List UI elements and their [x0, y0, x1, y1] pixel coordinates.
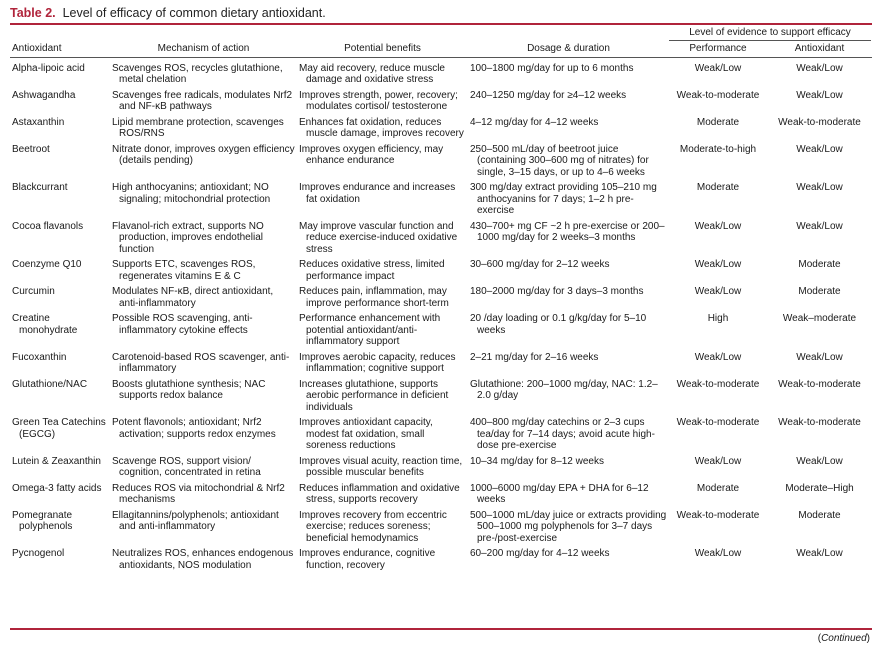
cell-benefits-text: Improves oxygen efficiency, may enhance endurance: [299, 143, 444, 166]
cell-dosage: [468, 58, 669, 88]
cell-benefits-text: Improves strength, power, recovery; modulates cortisol/ testosterone: [299, 89, 458, 112]
cell-dosage-text: 500–1000 mL/day juice or extracts providing 500–1000 mg polyphenols for 3–7 days pre-/post-exercise: [470, 509, 667, 544]
cell-antioxidant-evidence-text: Weak/Low: [796, 455, 843, 467]
cell-antioxidant-evidence-text: Moderate: [798, 259, 841, 270]
cell-benefits: [297, 377, 468, 416]
table-row: [10, 508, 872, 547]
cell-dosage: [468, 454, 669, 481]
cell-antioxidant-evidence-text: Weak/Low: [796, 220, 843, 232]
cell-mechanism: [110, 115, 297, 142]
cell-dosage: [468, 481, 669, 508]
evidence-group-header: Level of evidence to support efficacy: [689, 27, 851, 38]
antioxidant-table: [10, 42, 872, 573]
cell-antioxidant-text: Curcumin: [12, 286, 55, 297]
cell-antioxidant-evidence-text: Weak–moderate: [782, 313, 857, 324]
cell-antioxidant-evidence-text: Moderate: [798, 286, 841, 297]
cell-antioxidant: [10, 142, 110, 181]
cell-mechanism: [110, 219, 297, 258]
cell-antioxidant: [10, 257, 110, 284]
cell-mechanism: [110, 377, 297, 416]
cell-antioxidant-evidence-text: Moderate–High: [785, 482, 854, 494]
cell-benefits-text: Improves endurance, cognitive function, recovery: [299, 548, 436, 571]
cell-antioxidant-text: Astaxanthin: [12, 116, 65, 128]
cell-dosage-text: 100–1800 mg/day for up to 6 months: [470, 62, 634, 74]
cell-mechanism-text: Supports ETC, scavenges ROS, regenerates vitamins E & C: [112, 259, 256, 282]
header-row: [10, 42, 872, 58]
cell-antioxidant-evidence-text: Weak/Low: [796, 351, 843, 363]
cell-mechanism: [110, 88, 297, 115]
cell-mechanism-text: Scavenge ROS, support vision/ cognition, concentrated in retina: [112, 455, 261, 478]
cell-dosage-text: 10–34 mg/day for 8–12 weeks: [470, 455, 604, 467]
cell-antioxidant: [10, 219, 110, 258]
cell-benefits: [297, 415, 468, 454]
cell-antioxidant-text: Creatine monohydrate: [12, 313, 78, 336]
cell-dosage-text: 2–21 mg/day for 2–16 weeks: [470, 351, 599, 363]
table-row: [10, 142, 872, 181]
cell-antioxidant-evidence: [767, 481, 872, 508]
cell-benefits: [297, 350, 468, 377]
cell-mechanism-text: Scavenges ROS, recycles glutathione, metal chelation: [112, 62, 283, 85]
cell-mechanism: [110, 350, 297, 377]
cell-mechanism-text: Lipid membrane protection, scavenges ROS/RNS: [112, 116, 284, 139]
cell-performance-text: Weak/Low: [694, 455, 742, 467]
cell-dosage-text: 20 /day loading or 0.1 g/kg/day for 5–10 weeks: [470, 313, 647, 336]
table-row: [10, 350, 872, 377]
cell-benefits: [297, 219, 468, 258]
cell-dosage-text: 4–12 mg/day for 4–12 weeks: [470, 116, 599, 128]
cell-performance: [669, 350, 767, 377]
cell-performance: [669, 180, 767, 219]
cell-performance-text: High: [707, 313, 729, 324]
table-row: [10, 180, 872, 219]
cell-antioxidant-text: Lutein & Zeaxanthin: [12, 455, 101, 467]
cell-antioxidant: [10, 546, 110, 573]
cell-antioxidant-text: Blackcurrant: [12, 182, 68, 193]
table-row: [10, 257, 872, 284]
table-row: [10, 284, 872, 311]
cell-performance-text: Weak-to-moderate: [676, 417, 760, 428]
cell-benefits: [297, 454, 468, 481]
cell-antioxidant-evidence: [767, 142, 872, 181]
table-row: [10, 415, 872, 454]
cell-antioxidant-text: Alpha-lipoic acid: [12, 62, 85, 74]
cell-antioxidant-evidence: [767, 311, 872, 350]
cell-dosage: [468, 115, 669, 142]
cell-dosage-text: 300 mg/day extract providing 105–210 mg anthocyanins for 7 days; 1–2 h pre-exercise: [470, 182, 657, 216]
cell-performance-text: Weak-to-moderate: [676, 509, 760, 521]
cell-mechanism-text: Scavenges free radicals, modulates Nrf2 and NF-κB pathways: [112, 89, 293, 112]
cell-dosage: [468, 546, 669, 573]
cell-antioxidant-evidence: [767, 350, 872, 377]
cell-antioxidant: [10, 350, 110, 377]
cell-antioxidant-evidence: [767, 115, 872, 142]
cell-antioxidant: [10, 180, 110, 219]
cell-performance: [669, 546, 767, 573]
cell-benefits: [297, 180, 468, 219]
cell-antioxidant-evidence-text: Weak/Low: [796, 89, 843, 101]
cell-dosage: [468, 350, 669, 377]
cell-antioxidant: [10, 284, 110, 311]
cell-benefits-text: Increases glutathione, supports aerobic performance in deficient individuals: [299, 378, 449, 413]
cell-dosage-text: 430–700+ mg CF ~2 h pre-exercise or 200–1000 mg/day for 2 weeks–3 months: [470, 220, 665, 243]
cell-performance: [669, 377, 767, 416]
cell-dosage-text: 180–2000 mg/day for 3 days–3 months: [470, 286, 644, 297]
col-header-antioxidant-evidence: Antioxidant: [794, 43, 845, 54]
cell-performance: [669, 115, 767, 142]
cell-mechanism: [110, 415, 297, 454]
table-label: Table 2.: [10, 6, 56, 20]
cell-antioxidant: [10, 481, 110, 508]
cell-antioxidant-evidence-text: Weak-to-moderate: [778, 378, 861, 390]
cell-performance: [669, 257, 767, 284]
cell-antioxidant-text: Beetroot: [12, 143, 50, 155]
cell-performance: [669, 454, 767, 481]
cell-antioxidant-text: Omega-3 fatty acids: [12, 482, 102, 494]
table-row: [10, 219, 872, 258]
cell-antioxidant-evidence: [767, 546, 872, 573]
group-header-underline: [669, 40, 871, 41]
cell-dosage: [468, 415, 669, 454]
cell-mechanism-text: Boosts glutathione synthesis; NAC supports redox balance: [112, 378, 266, 401]
cell-antioxidant-evidence: [767, 88, 872, 115]
table-row: [10, 115, 872, 142]
cell-antioxidant-text: Green Tea Catechins (EGCG): [12, 417, 106, 440]
cell-dosage-text: 400–800 mg/day catechins or 2–3 cups tea/day for 7–14 days; avoid acute high-dose pre-exercise: [470, 417, 655, 451]
cell-dosage: [468, 377, 669, 416]
cell-mechanism-text: Ellagitannins/polyphenols; antioxidant and anti-inflammatory: [112, 509, 279, 532]
cell-dosage: [468, 284, 669, 311]
cell-mechanism: [110, 142, 297, 181]
cell-benefits: [297, 142, 468, 181]
cell-antioxidant-text: Cocoa flavanols: [12, 220, 84, 232]
cell-mechanism-text: Flavanol-rich extract, supports NO production, improves endothelial function: [112, 220, 264, 255]
cell-mechanism-text: Modulates NF-κB, direct antioxidant, anti-inflammatory: [112, 286, 274, 309]
cell-performance: [669, 58, 767, 88]
cell-benefits-text: Improves visual acuity, reaction time, possible muscular benefits: [299, 455, 463, 478]
cell-antioxidant-evidence-text: Weak/Low: [796, 143, 843, 155]
cell-performance: [669, 508, 767, 547]
cell-performance-text: Weak/Low: [694, 220, 742, 232]
cell-dosage: [468, 88, 669, 115]
cell-mechanism: [110, 481, 297, 508]
cell-antioxidant: [10, 115, 110, 142]
cell-performance: [669, 142, 767, 181]
cell-antioxidant-evidence-text: Weak-to-moderate: [778, 116, 861, 128]
cell-antioxidant: [10, 88, 110, 115]
cell-antioxidant-evidence: [767, 454, 872, 481]
cell-benefits: [297, 311, 468, 350]
cell-benefits-text: Reduces pain, inflammation, may improve performance short-term: [299, 286, 449, 309]
cell-antioxidant: [10, 58, 110, 88]
cell-antioxidant: [10, 454, 110, 481]
cell-antioxidant-text: Fucoxanthin: [12, 351, 67, 363]
cell-benefits: [297, 58, 468, 88]
cell-antioxidant-text: Pomegranate polyphenols: [12, 509, 73, 532]
cell-antioxidant-evidence-text: Weak/Low: [796, 548, 843, 559]
cell-performance: [669, 88, 767, 115]
cell-benefits-text: May aid recovery, reduce muscle damage and oxidative stress: [299, 62, 445, 85]
table-row: [10, 88, 872, 115]
table-caption: [10, 6, 326, 20]
cell-performance-text: Weak/Low: [694, 286, 742, 297]
cell-performance: [669, 481, 767, 508]
cell-dosage-text: 30–600 mg/day for 2–12 weeks: [470, 259, 610, 270]
cell-performance-text: Weak/Low: [694, 259, 742, 270]
cell-mechanism: [110, 58, 297, 88]
cell-antioxidant-evidence: [767, 377, 872, 416]
cell-performance-text: Moderate-to-high: [679, 143, 757, 155]
cell-benefits-text: Improves recovery from eccentric exercise; reduces soreness; beneficial hemodynamics: [299, 509, 447, 544]
cell-benefits: [297, 508, 468, 547]
cell-mechanism: [110, 508, 297, 547]
cell-antioxidant-evidence-text: Weak/Low: [796, 182, 843, 193]
cell-performance-text: Weak/Low: [694, 548, 742, 559]
cell-antioxidant-evidence-text: Weak/Low: [796, 62, 843, 74]
table-title: Level of efficacy of common dietary antioxidant.: [62, 6, 326, 20]
cell-dosage-text: 60–200 mg/day for 4–12 weeks: [470, 548, 610, 559]
cell-antioxidant-evidence: [767, 508, 872, 547]
cell-antioxidant-evidence: [767, 219, 872, 258]
cell-antioxidant-evidence-text: Weak-to-moderate: [778, 417, 861, 428]
cell-benefits: [297, 115, 468, 142]
cell-antioxidant-text: Coenzyme Q10: [12, 259, 82, 270]
col-header-dosage: Dosage & duration: [527, 43, 610, 54]
table-row: [10, 377, 872, 416]
cell-antioxidant-evidence: [767, 415, 872, 454]
cell-benefits-text: Enhances fat oxidation, reduces muscle damage, improves recovery: [299, 116, 464, 139]
cell-performance-text: Weak-to-moderate: [676, 89, 760, 101]
cell-benefits: [297, 257, 468, 284]
cell-mechanism-text: Neutralizes ROS, enhances endogenous antioxidants, NOS modulation: [112, 548, 294, 571]
cell-mechanism: [110, 311, 297, 350]
cell-benefits: [297, 546, 468, 573]
cell-performance-text: Moderate: [696, 482, 740, 494]
cell-performance: [669, 284, 767, 311]
cell-mechanism-text: Reduces ROS via mitochondrial & Nrf2 mechanisms: [112, 482, 285, 505]
bottom-rule: [10, 628, 872, 630]
col-header-mechanism: Mechanism of action: [157, 43, 250, 54]
cell-antioxidant-text: Glutathione/NAC: [12, 378, 88, 390]
top-rule: [10, 23, 872, 25]
continued-note: (Continued): [817, 633, 870, 644]
cell-dosage-text: Glutathione: 200–1000 mg/day, NAC: 1.2–2.0 g/day: [470, 378, 658, 401]
cell-antioxidant-evidence: [767, 180, 872, 219]
cell-dosage: [468, 219, 669, 258]
table-row: [10, 454, 872, 481]
table-body: [10, 58, 872, 574]
table-row: [10, 481, 872, 508]
cell-benefits-text: Reduces inflammation and oxidative stress, supports recovery: [299, 482, 460, 505]
cell-dosage: [468, 142, 669, 181]
cell-mechanism: [110, 284, 297, 311]
cell-mechanism-text: Carotenoid-based ROS scavenger, anti-inflammatory: [112, 351, 290, 374]
cell-antioxidant-text: Ashwagandha: [12, 89, 76, 101]
cell-antioxidant-evidence: [767, 58, 872, 88]
cell-dosage: [468, 257, 669, 284]
cell-performance: [669, 219, 767, 258]
cell-antioxidant: [10, 311, 110, 350]
cell-benefits-text: Performance enhancement with potential antioxidant/anti-inflammatory support: [299, 313, 441, 347]
cell-antioxidant-evidence-text: Moderate: [798, 509, 841, 521]
cell-benefits-text: Improves antioxidant capacity, modest fat oxidation, small soreness reductions: [299, 417, 433, 451]
cell-benefits-text: May improve vascular function and reduce exercise-induced oxidative stress: [299, 220, 458, 255]
cell-antioxidant-evidence: [767, 257, 872, 284]
cell-benefits: [297, 481, 468, 508]
cell-performance-text: Weak/Low: [694, 62, 742, 74]
cell-antioxidant-text: Pycnogenol: [12, 548, 65, 559]
table-row: [10, 546, 872, 573]
cell-antioxidant: [10, 377, 110, 416]
cell-dosage: [468, 508, 669, 547]
continued-text: Continued: [821, 633, 867, 644]
cell-antioxidant-evidence: [767, 284, 872, 311]
cell-benefits-text: Improves aerobic capacity, reduces inflammation; cognitive support: [299, 351, 456, 374]
cell-benefits-text: Reduces oxidative stress, limited performance impact: [299, 259, 445, 282]
cell-mechanism-text: Possible ROS scavenging, anti-inflammatory cytokine effects: [112, 313, 253, 336]
cell-mechanism: [110, 257, 297, 284]
cell-dosage: [468, 311, 669, 350]
cell-mechanism: [110, 546, 297, 573]
cell-antioxidant: [10, 508, 110, 547]
cell-dosage-text: 250–500 mL/day of beetroot juice (containing 300–600 mg of nitrates) for single, 3–15 days, or up to 4–6 weeks: [470, 143, 649, 178]
cell-mechanism-text: Nitrate donor, improves oxygen efficiency (details pending): [112, 143, 295, 166]
cell-performance-text: Weak-to-moderate: [676, 378, 760, 390]
table-row: [10, 58, 872, 88]
cell-benefits: [297, 284, 468, 311]
cell-mechanism: [110, 180, 297, 219]
cell-mechanism-text: Potent flavonols; antioxidant; Nrf2 activation; supports redox enzymes: [112, 417, 276, 440]
table-row: [10, 311, 872, 350]
cell-performance-text: Moderate: [696, 116, 740, 128]
col-header-antioxidant: Antioxidant: [12, 43, 62, 54]
cell-dosage-text: 240–1250 mg/day for ≥4–12 weeks: [470, 89, 627, 101]
cell-benefits-text: Improves endurance and increases fat oxidation: [299, 182, 456, 205]
col-header-performance: Performance: [689, 43, 747, 54]
cell-performance-text: Moderate: [696, 182, 740, 193]
cell-benefits: [297, 88, 468, 115]
cell-performance: [669, 415, 767, 454]
cell-antioxidant: [10, 415, 110, 454]
col-header-benefits: Potential benefits: [344, 43, 421, 54]
cell-mechanism-text: High anthocyanins; antioxidant; NO signaling; mitochondrial protection: [112, 182, 271, 205]
cell-performance-text: Weak/Low: [694, 351, 742, 363]
cell-mechanism: [110, 454, 297, 481]
cell-performance: [669, 311, 767, 350]
cell-dosage-text: 1000–6000 mg/day EPA + DHA for 6–12 weeks: [470, 482, 649, 505]
cell-dosage: [468, 180, 669, 219]
